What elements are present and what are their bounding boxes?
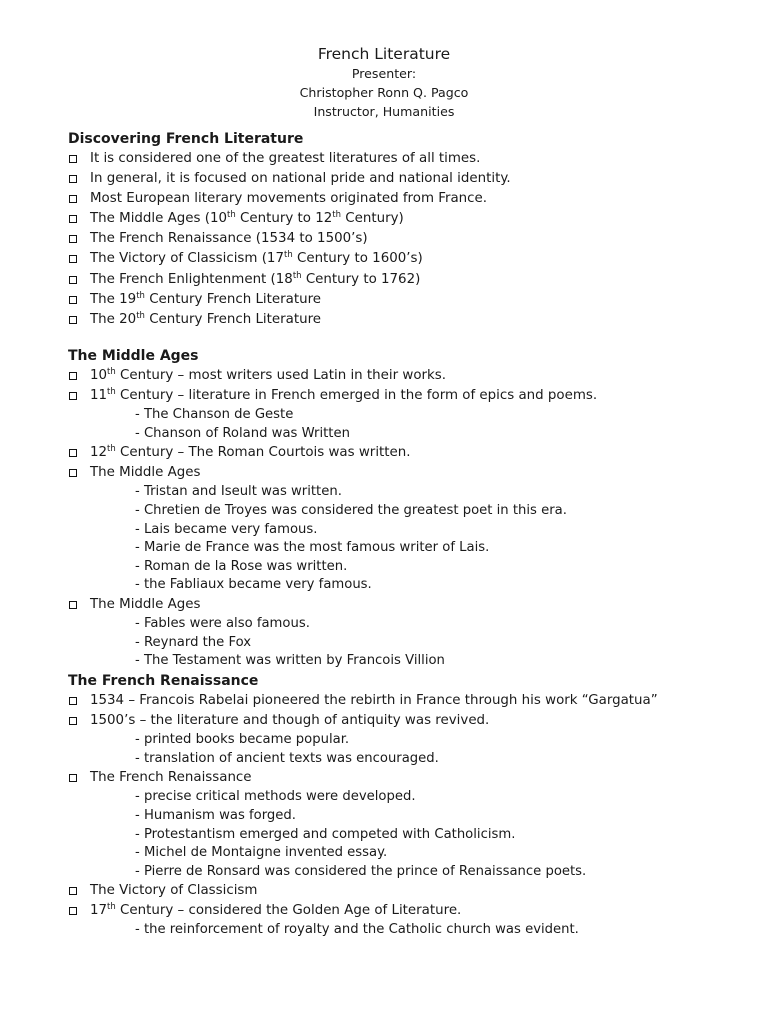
item-text: The Victory of Classicism — [90, 883, 258, 899]
item-text: Century to 1600’s) — [292, 251, 423, 267]
list-item — [68, 149, 748, 169]
sub-item: - Michel de Montaigne invented essay. — [135, 845, 388, 861]
list-item — [68, 901, 748, 940]
ordinal-suffix: th — [292, 270, 302, 281]
sub-item: - Lais became very famous. — [135, 521, 318, 537]
ordinal-suffix: th — [107, 902, 116, 913]
list-item — [68, 229, 748, 249]
bullet-row — [68, 711, 748, 731]
bullet-row — [68, 463, 748, 483]
item-text: Century French Literature — [144, 311, 322, 327]
item-text: Century) — [341, 211, 404, 227]
bullet-row — [68, 229, 748, 249]
square-bullet-icon — [69, 449, 77, 457]
ordinal-suffix: th — [332, 210, 342, 221]
list-item — [68, 595, 748, 671]
document-body — [68, 129, 748, 940]
list-item — [68, 169, 748, 189]
item-text: Century – most writers used Latin in their works. — [115, 367, 447, 383]
square-bullet-icon — [69, 469, 77, 477]
sub-item: - Pierre de Ronsard was considered the prince of Renaissance poets. — [135, 863, 587, 879]
sub-item: - Protestantism emerged and competed with Catholicism. — [135, 826, 516, 842]
list-item — [68, 443, 748, 463]
square-bullet-icon — [69, 372, 77, 380]
list-item — [68, 290, 748, 310]
item-text: The Middle Ages — [90, 596, 201, 612]
bullet-row — [68, 249, 748, 269]
document-title: French Literature — [317, 45, 451, 63]
square-bullet-icon — [69, 887, 77, 895]
list-item — [68, 189, 748, 209]
sub-item: - Humanism was forged. — [135, 807, 296, 823]
sub-list — [68, 615, 748, 671]
item-text: Century to 12 — [235, 211, 333, 227]
square-bullet-icon — [69, 215, 77, 223]
presenter-role: Instructor, Humanities — [313, 104, 455, 119]
item-text: The French Enlightenment (18 — [90, 271, 293, 287]
item-text: It is considered one of the greatest literatures of all times. — [90, 151, 481, 166]
square-bullet-icon — [69, 255, 77, 263]
square-bullet-icon — [69, 907, 77, 915]
item-text: The 20 — [90, 311, 137, 327]
item-text: The French Renaissance — [90, 770, 252, 786]
bullet-row — [68, 901, 748, 921]
sub-list — [68, 483, 748, 595]
square-bullet-icon — [69, 717, 77, 725]
list-item — [68, 881, 748, 901]
sub-item: - The Testament was written by Francois Villion — [135, 653, 445, 669]
sub-item: - Reynard the Fox — [135, 634, 252, 650]
bullet-row — [68, 149, 748, 169]
bullet-list — [68, 691, 748, 940]
section-title: The French Renaissance — [68, 672, 259, 689]
sub-item: - Marie de France was the most famous writer of Lais. — [135, 540, 490, 556]
item-text: The Victory of Classicism (17 — [90, 251, 284, 267]
item-text: Most European literary movements originated from France. — [90, 191, 488, 207]
item-text: Century – literature in French emerged in the form of epics and poems. — [115, 387, 598, 403]
sub-list — [68, 788, 748, 881]
item-text: 1534 – Francois Rabelai pioneered the rebirth in France through his work “Gargatua” — [90, 692, 658, 708]
sub-item: - the reinforcement of royalty and the Catholic church was evident. — [135, 922, 579, 938]
sub-item: - Tristan and Iseult was written. — [135, 484, 342, 500]
square-bullet-icon — [69, 175, 77, 183]
sub-list — [68, 731, 748, 768]
item-text: The Middle Ages — [90, 465, 201, 481]
bullet-row — [68, 386, 748, 406]
sub-item: - Chanson of Roland was Written — [135, 425, 350, 441]
square-bullet-icon — [69, 697, 77, 705]
section-title: The Middle Ages — [68, 347, 199, 364]
list-item — [68, 249, 748, 269]
item-text: 12 — [90, 445, 108, 461]
bullet-row — [68, 366, 748, 386]
sub-list — [68, 921, 748, 940]
sub-item: - translation of ancient texts was encouraged. — [135, 750, 439, 766]
bullet-list — [68, 366, 748, 671]
list-item — [68, 711, 748, 768]
sub-item: - Fables were also famous. — [135, 616, 310, 632]
section-spacer — [68, 330, 748, 346]
square-bullet-icon — [69, 155, 77, 163]
sub-item: - The Chanson de Geste — [135, 407, 294, 423]
square-bullet-icon — [69, 276, 77, 284]
bullet-row — [68, 310, 748, 330]
square-bullet-icon — [69, 316, 77, 324]
square-bullet-icon — [69, 774, 77, 782]
bullet-row — [68, 169, 748, 189]
list-item — [68, 270, 748, 290]
sub-item: - printed books became popular. — [135, 732, 350, 748]
list-item — [68, 463, 748, 595]
sub-item: - Roman de la Rose was written. — [135, 558, 348, 574]
section-title: Discovering French Literature — [68, 131, 304, 147]
item-text: The Middle Ages (10 — [90, 211, 228, 227]
item-text: Century – considered the Golden Age of Literature. — [115, 903, 462, 919]
ordinal-suffix: th — [107, 444, 116, 455]
square-bullet-icon — [69, 296, 77, 304]
sub-item: - Chretien de Troyes was considered the greatest poet in this era. — [135, 503, 567, 518]
ordinal-suffix: th — [227, 210, 236, 221]
item-text: The French Renaissance (1534 to 1500’s) — [90, 231, 368, 247]
list-item — [68, 310, 748, 330]
sub-list — [68, 406, 748, 443]
sub-item: - the Fabliaux became very famous. — [135, 577, 372, 593]
item-text: 11 — [90, 387, 108, 403]
item-text: Century French Literature — [144, 291, 322, 307]
bullet-row — [68, 443, 748, 463]
square-bullet-icon — [69, 195, 77, 203]
list-item — [68, 386, 748, 443]
presenter-label: Presenter: — [351, 66, 417, 81]
list-item — [68, 691, 748, 711]
bullet-row — [68, 290, 748, 310]
list-item — [68, 209, 748, 229]
bullet-row — [68, 881, 748, 901]
bullet-row — [68, 270, 748, 290]
bullet-row — [68, 595, 748, 615]
item-text: In general, it is focused on national pride and national identity. — [90, 171, 511, 187]
bullet-row — [68, 189, 748, 209]
item-text: 1500’s – the literature and though of antiquity was revived. — [90, 712, 490, 728]
document-header — [0, 44, 768, 121]
sub-item: - precise critical methods were developed. — [135, 789, 416, 805]
ordinal-suffix: th — [107, 386, 116, 397]
bullet-row — [68, 691, 748, 711]
bullet-list — [68, 149, 748, 330]
square-bullet-icon — [69, 392, 77, 400]
list-item — [68, 366, 748, 386]
item-text: 17 — [90, 903, 108, 919]
bullet-row — [68, 768, 748, 788]
bullet-row — [68, 209, 748, 229]
ordinal-suffix: th — [136, 290, 145, 301]
presenter-name: Christopher Ronn Q. Pagco — [299, 85, 469, 100]
item-text: Century – The Roman Courtois was written. — [115, 445, 411, 461]
item-text: Century to 1762) — [301, 271, 421, 287]
list-item — [68, 768, 748, 881]
item-text: The 19 — [90, 291, 137, 307]
ordinal-suffix: th — [136, 310, 145, 321]
square-bullet-icon — [69, 601, 77, 609]
square-bullet-icon — [69, 235, 77, 243]
ordinal-suffix: th — [107, 366, 116, 377]
item-text: 10 — [90, 367, 108, 383]
ordinal-suffix: th — [283, 250, 293, 261]
